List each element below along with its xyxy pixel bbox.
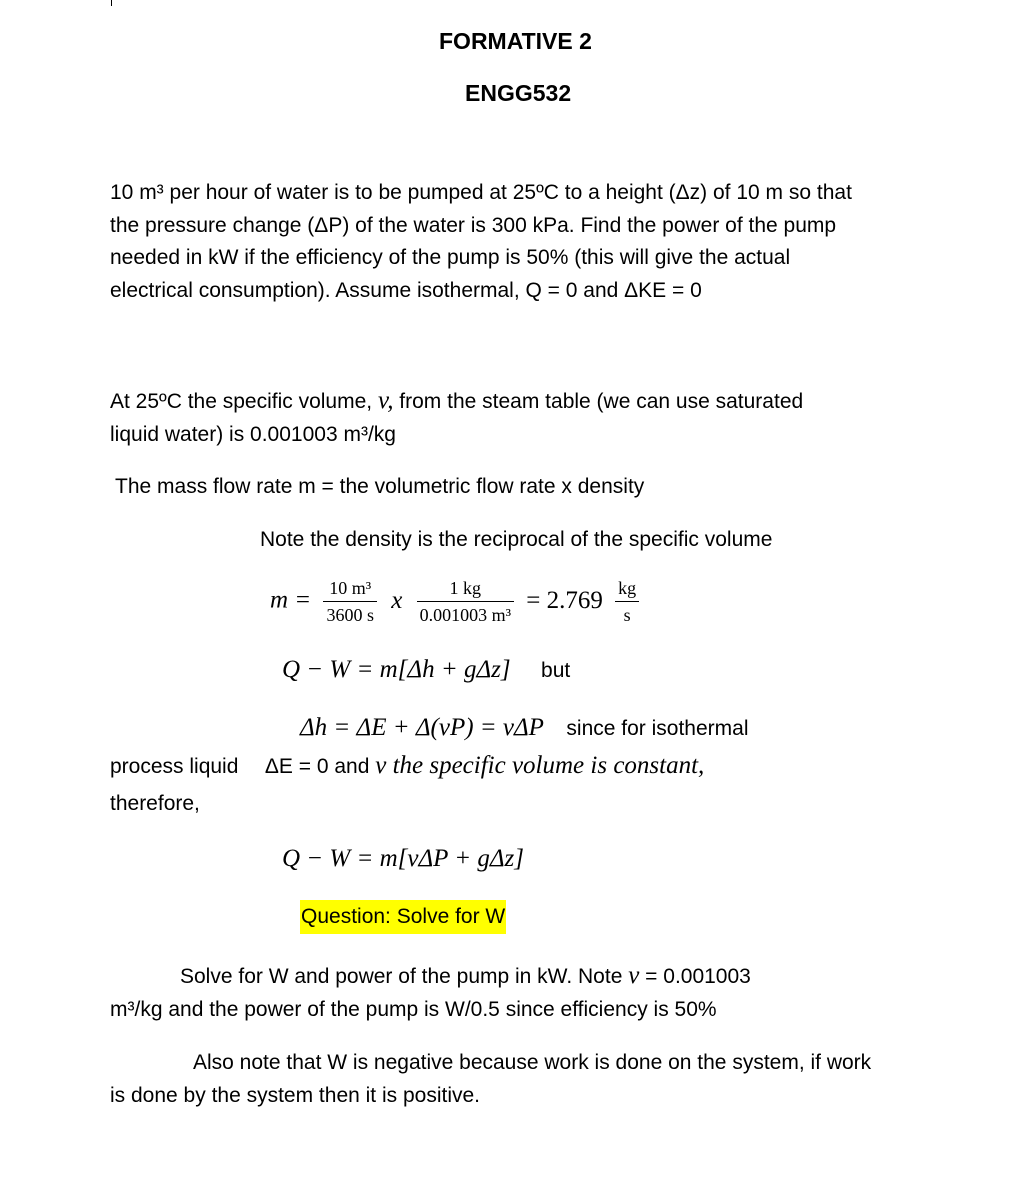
enthalpy-line: [300, 713, 749, 746]
energy-balance-line: [282, 655, 570, 688]
times-symbol: x: [391, 586, 403, 614]
enthalpy-equation: Δh = ΔE + Δ(vP) = vΔP: [300, 714, 544, 741]
solve-note-prefix: Solve for W and power of the pump in kW. Note: [180, 965, 629, 988]
enthalpy-suffix: since for isothermal: [566, 717, 749, 740]
sign-note-line-1: Also note that W is negative because work is done on the system, if work: [193, 1051, 872, 1074]
solve-note-line-2: m³/kg and the power of the pump is W/0.5 since efficiency is 50%: [110, 997, 717, 1021]
mass-flow-equation: [270, 578, 639, 626]
specific-volume-symbol: v,: [377, 387, 394, 414]
sign-note: [110, 1047, 871, 1112]
text-cursor: [111, 0, 112, 6]
process-liquid-line: [110, 751, 704, 784]
volumetric-fraction: [323, 578, 377, 626]
density-numerator: 1 kg: [417, 578, 514, 602]
document-title: FORMATIVE 2: [439, 28, 592, 54]
problem-statement: [110, 177, 852, 307]
solve-note-suffix: = 0.001003: [639, 965, 751, 988]
problem-line-1: 10 m³ per hour of water is to be pumped at 25ºC to a height (Δz) of 10 m so that: [110, 181, 852, 204]
final-energy-equation: Q − W = m[vΔP + gΔz]: [282, 845, 524, 872]
sign-note-line-2: is done by the system then it is positive.: [110, 1083, 481, 1107]
question-highlight: Question: Solve for W: [300, 900, 506, 934]
process-liquid-prefix: process liquid: [110, 755, 239, 778]
specific-volume-suffix: from the steam table (we can use saturated: [393, 390, 804, 413]
mass-flow-text: The mass flow rate m = the volumetric flow rate x density: [115, 475, 645, 498]
specific-volume-paragraph: [110, 385, 803, 451]
specific-volume-line-2: liquid water) is 0.001003 m³/kg: [110, 422, 396, 446]
course-code: ENGG532: [465, 80, 572, 106]
volumetric-denominator: 3600 s: [326, 605, 374, 625]
energy-balance-equation: Q − W = m[Δh + gΔz]: [282, 656, 511, 683]
density-denominator: 0.001003 m³: [419, 605, 511, 625]
problem-line-4: electrical consumption). Assume isothermal, Q = 0 and ΔKE = 0: [110, 278, 702, 302]
therefore-text: therefore,: [110, 792, 200, 815]
unit-denominator: s: [623, 605, 631, 625]
mass-equation-lhs: m =: [270, 586, 312, 614]
delta-e-text: ΔE = 0 and: [264, 755, 376, 778]
specific-volume-prefix: At 25ºC the specific volume,: [110, 390, 378, 413]
mass-result: = 2.769: [526, 586, 603, 614]
specific-volume-line-1: [110, 385, 803, 419]
constant-volume-statement: v the specific volume is constant,: [375, 752, 705, 779]
problem-line-3: needed in kW if the efficiency of the pump is 50% (this will give the actual: [110, 246, 791, 269]
density-note: Note the density is the reciprocal of the specific volume: [260, 528, 773, 551]
mass-unit-fraction: [615, 578, 639, 626]
solve-note-symbol: v: [628, 962, 640, 989]
solve-note-line-1: [110, 960, 751, 994]
unit-numerator: kg: [615, 578, 639, 602]
solve-note: [110, 960, 751, 1026]
volumetric-numerator: 10 m³: [323, 578, 377, 602]
energy-balance-suffix: but: [541, 659, 571, 682]
problem-line-2: the pressure change (ΔP) of the water is 300 kPa. Find the power of the pump: [110, 213, 837, 237]
density-fraction: [417, 578, 514, 626]
